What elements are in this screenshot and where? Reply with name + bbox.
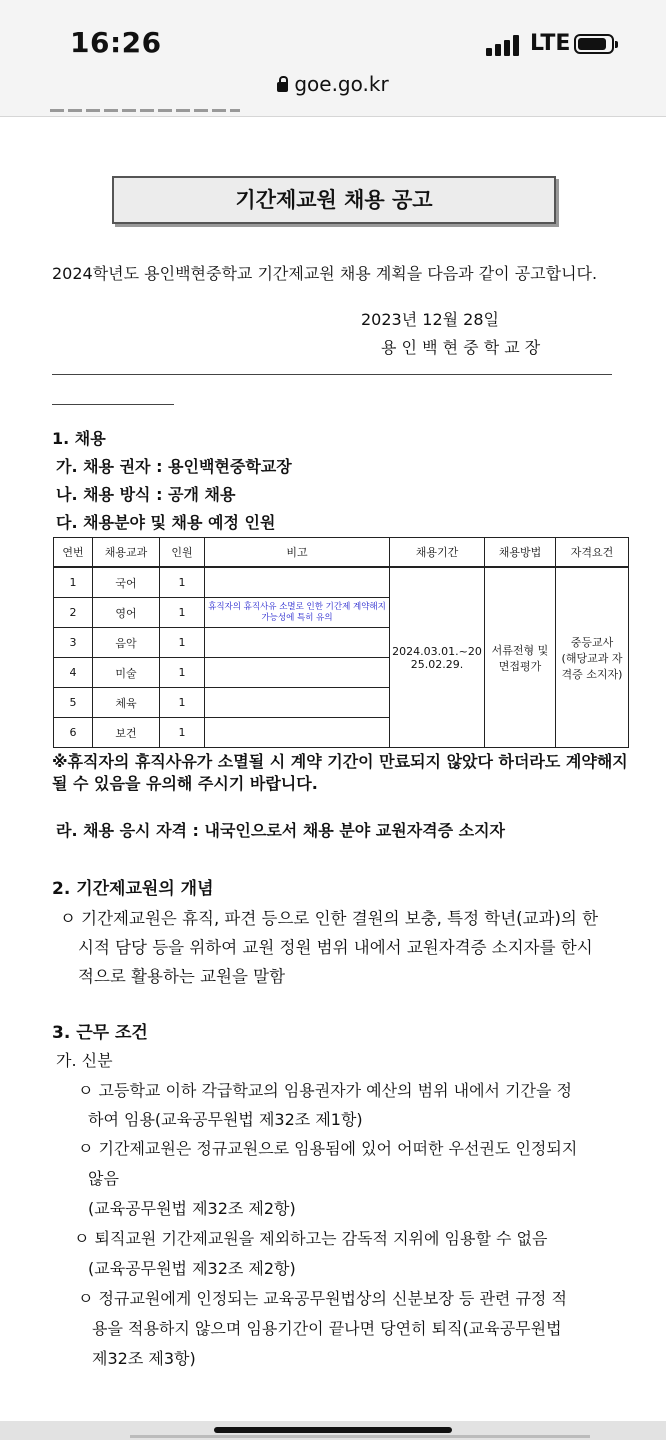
status-bar — [0, 0, 666, 117]
table-header: 채용기간 — [390, 538, 485, 568]
row-note — [205, 718, 390, 748]
table-header: 채용교과 — [93, 538, 160, 568]
table-row — [54, 567, 629, 598]
section1-item-da: 다. 채용분야 및 채용 예정 인원 — [56, 513, 276, 532]
document-title: 기간제교원 채용 공고 — [112, 176, 556, 224]
row-subject: 음악 — [93, 628, 160, 658]
section3-bullet: ㅇ 고등학교 이하 각급학교의 임용권자가 예산의 범위 내에서 기간을 정 — [78, 1081, 572, 1100]
section3-bullet: 제32조 제3항) — [92, 1349, 196, 1368]
row-count: 1 — [160, 688, 205, 718]
row-subject: 국어 — [93, 567, 160, 598]
warning-note-line2: 될 수 있음을 유의해 주시기 바랍니다. — [52, 774, 318, 793]
section3-bullet: ㅇ 퇴직교원 기간제교원을 제외하고는 감독적 지위에 임용할 수 없음 — [74, 1229, 548, 1248]
section3-bullet: ㅇ 정규교원에게 인정되는 교육공무원법상의 신분보장 등 관련 규정 적 — [78, 1289, 567, 1308]
row-note — [205, 658, 390, 688]
row-number: 4 — [54, 658, 93, 688]
qualification-line: 격증 소지자) — [561, 667, 623, 681]
employment-period — [390, 567, 485, 748]
lock-icon — [277, 82, 288, 92]
row-subject: 보건 — [93, 718, 160, 748]
row-note: 휴직자의 휴직사유 소멸로 인한 기간제 계약해지 가능성에 특히 유의 — [205, 598, 390, 628]
battery-icon — [574, 34, 614, 54]
section2-line: 시적 담당 등을 위하여 교원 정원 범위 내에서 교원자격증 소지자를 한시 — [78, 938, 593, 957]
issuer: 용 인 백 현 중 학 교 장 — [381, 338, 541, 357]
warning-note-line1: ※휴직자의 휴직사유가 소멸될 시 계약 기간이 만료되지 않았다 하더라도 계약해지 — [52, 752, 628, 771]
row-subject: 미술 — [93, 658, 160, 688]
period-line: 2024.03.01.~20 — [392, 644, 482, 658]
row-count: 1 — [160, 658, 205, 688]
section1-item-ga: 가. 채용 권자 : 용인백현중학교장 — [56, 457, 292, 476]
cellular-signal-icon — [486, 34, 522, 56]
section2-line: ㅇ 기간제교원은 휴직, 파견 등으로 인한 결원의 보충, 특정 학년(교과)의 한 — [60, 909, 599, 928]
row-subject: 체육 — [93, 688, 160, 718]
scroll-track — [130, 1435, 590, 1438]
section3-bullet: 않음 — [88, 1169, 119, 1188]
section2-heading: 2. 기간제교원의 개념 — [52, 879, 214, 899]
home-indicator[interactable] — [214, 1427, 452, 1433]
period-line: 25.02.29. — [410, 657, 464, 671]
section3-bullet: (교육공무원법 제32조 제2항) — [88, 1259, 296, 1278]
row-number: 1 — [54, 567, 93, 598]
section3-bullet: 하여 임용(교육공무원법 제32조 제1항) — [88, 1110, 363, 1129]
row-count: 1 — [160, 598, 205, 628]
intro-text: 2024학년도 용인백현중학교 기간제교원 채용 계획을 다음과 같이 공고합니다. — [52, 264, 598, 283]
section3-bullet: (교육공무원법 제32조 제2항) — [88, 1199, 296, 1218]
section3-bullet: 용을 적용하지 않으며 임용기간이 끝나면 당연히 퇴직(교육공무원법 — [92, 1319, 562, 1338]
employment-method — [485, 567, 556, 748]
qualification-line: (해당교과 자 — [561, 651, 623, 665]
divider — [52, 404, 174, 405]
recruitment-table — [53, 537, 629, 748]
issue-date: 2023년 12월 28일 — [361, 310, 499, 329]
table-header: 연번 — [54, 538, 93, 568]
section3-heading: 3. 근무 조건 — [52, 1023, 148, 1043]
section1-heading: 1. 채용 — [52, 429, 106, 448]
row-count: 1 — [160, 628, 205, 658]
row-number: 2 — [54, 598, 93, 628]
qualification — [556, 567, 629, 748]
row-note — [205, 628, 390, 658]
section1-item-na: 나. 채용 방식 : 공개 채용 — [56, 485, 236, 504]
qualification-line: 중등교사 — [570, 635, 614, 649]
row-number: 3 — [54, 628, 93, 658]
row-count: 1 — [160, 718, 205, 748]
section3-bullet: ㅇ 기간제교원은 정규교원으로 임용됨에 있어 어떠한 우선권도 인정되지 — [78, 1139, 578, 1158]
row-count: 1 — [160, 567, 205, 598]
table-header: 비고 — [205, 538, 390, 568]
method-line: 서류전형 및 — [491, 643, 549, 657]
table-header: 인원 — [160, 538, 205, 568]
url-text: goe.go.kr — [294, 72, 389, 96]
address-bar[interactable] — [0, 72, 666, 96]
row-number: 5 — [54, 688, 93, 718]
row-note — [205, 567, 390, 598]
row-number: 6 — [54, 718, 93, 748]
row-subject: 영어 — [93, 598, 160, 628]
home-indicator-bar — [0, 1421, 666, 1440]
row-note — [205, 688, 390, 718]
clock: 16:26 — [70, 26, 162, 59]
divider — [52, 374, 612, 375]
table-header: 자격요건 — [556, 538, 629, 568]
network-type: LTE — [530, 31, 571, 56]
table-header: 채용방법 — [485, 538, 556, 568]
table-header-row — [54, 538, 629, 568]
section1-item-ra: 라. 채용 응시 자격 : 내국인으로서 채용 분야 교원자격증 소지자 — [56, 821, 506, 840]
section3-sub-ga: 가. 신분 — [56, 1051, 113, 1070]
method-line: 면접평가 — [498, 659, 542, 673]
section2-line: 적으로 활용하는 교원을 말함 — [78, 967, 286, 986]
cropped-header-text — [50, 104, 240, 114]
